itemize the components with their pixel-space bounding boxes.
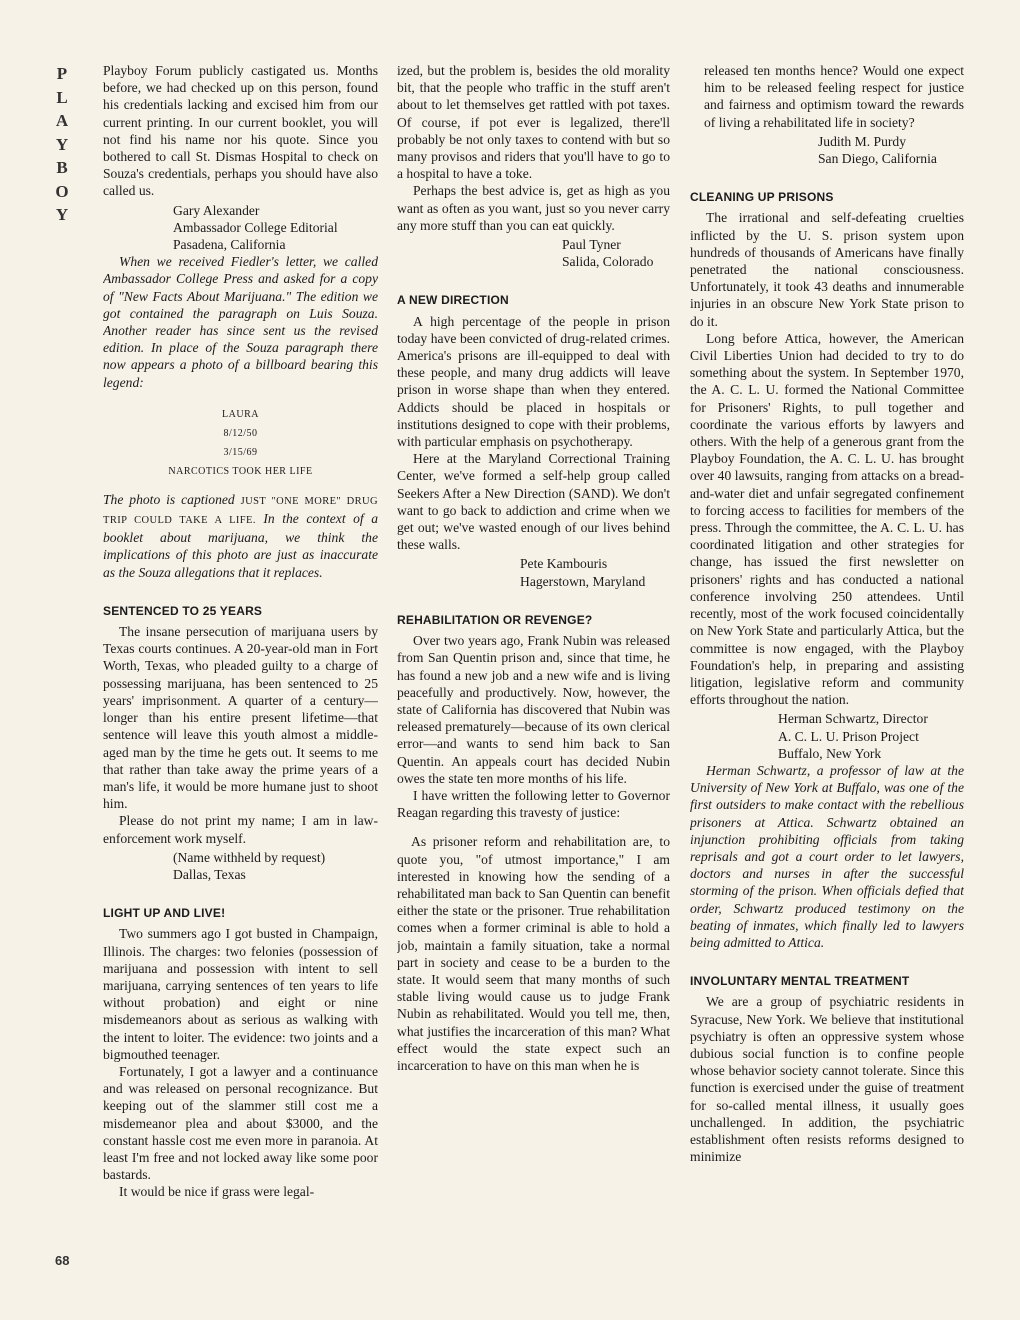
caption-smallcaps: JUST "ONE MORE" DRUG TRIP COULD TAKE A LIFE. <box>103 495 378 527</box>
signature-line: Pete Kambouris <box>520 556 608 572</box>
section-heading: LIGHT UP AND LIVE! <box>103 906 226 921</box>
paragraph: Perhaps the best advice is, get as high as you want as often as you want, just so you never carry any more stuff than you can eat quickly. <box>397 183 670 233</box>
signature-line: A. C. L. U. Prison Project <box>778 728 919 744</box>
paragraph: Two summers ago I got busted in Champaign, Illinois. The charges: two felonies (possession of marijuana and possession with intent to sell marijuana, carrying sentences of ten years to life without probation) and eight or nine misdemeanors about as serious as walking with the intent to loiter. The evidence: two joints and a bigmouthed teenager. <box>103 926 378 1062</box>
signature-block <box>397 555 670 589</box>
caption-text: The photo is captioned <box>103 491 241 507</box>
column-3 <box>690 62 964 1282</box>
signature-block <box>103 202 378 254</box>
paragraph: The insane persecution of marijuana users by Texas courts continues. A 20-year-old man in Fort Worth, Texas, who pleaded guilty to a charge of possessing marijuana, has been sentenced to 25 years' imprisonment. A quarter of a century—longer than his entire present lifetime—that sentence will leave this youth almost a middle-aged man by the time he gets out. It seems to me that rather than take away the prime years of a man's life, it would be more humane just to shoot him. <box>103 624 378 812</box>
signature-line: (Name withheld by request) <box>173 849 326 865</box>
signature-line: Ambassador College Editorial <box>173 219 338 235</box>
billboard-line: 8/12/50 <box>223 427 258 439</box>
signature-line: San Diego, California <box>818 151 937 167</box>
paragraph: Fortunately, I got a lawyer and a continuance and was released on personal recognizance. But keeping out of the slammer still cost me a misdemeanor plea and about $3000, and the constant hassle cost me even more in paranoia. At least I'm free and not locked away like some poor bastards. <box>103 1063 378 1183</box>
magazine-masthead <box>52 62 72 227</box>
paragraph: As prisoner reform and rehabilitation are, to quote you, "of utmost importance," I am interested in knowing how the sending of a rehabilitated man back to San Quentin can benefit either the state or the prisoner. True rehabilitation comes when a former criminal is able to hold a job, maintain a family situation, take a normal part in society and cease to be a burden to the state. It would seem that many months of such stable living would cause us to judge Frank Nubin as rehabilitated. Would you tell me, then, what justifies the incarceration of this man? What effect would the state expect such an incarceration to have on this man when he is <box>397 834 670 1073</box>
paragraph: Long before Attica, however, the American Civil Liberties Union had decided to try to do something about the system. In September 1970, the A. C. L. U. formed the National Committee for Prisoners' Rights, to pull together and coordinate the various efforts by lawyers and others. With the help of a generous grant from the Playboy Foundation, the A. C. L. U. has brought over 40 lawsuits, ranging from attacks on a bread-and-water diet and unfair segregated confinement to forcing access to facilities for members of the press. Through the committee, the A. C. L. U. has coordinated litigation and other strategies for change, has issued the first newsletter on prisoners' rights and has conducted a national conference involving 250 attendees. Until recently, most of the work focused coincidentally on New York State and particularly Attica, but the committee is now engaged, with the Playboy Foundation's help, in preparing and assisting litigation, legislative reform and community efforts throughout the nation. <box>690 330 964 708</box>
signature-block <box>397 236 670 270</box>
editor-note: Herman Schwartz, a professor of law at the University of New York at Buffalo, was one of the first outsiders to make contact with the rebellious prisoners at Attica. Schwartz obtained an injunction prohibiting officials from taking reprisals and got a court order to let lawyers, doctors and nurses in after the successful storming of the prison. When officials defied that order, Schwartz produced testimony on the beating of inmates, which finally led to lawyers being admitted to Attica. <box>690 762 964 950</box>
section-heading: INVOLUNTARY MENTAL TREATMENT <box>690 974 910 989</box>
signature-line: Salida, Colorado <box>562 254 654 270</box>
signature-line: Dallas, Texas <box>173 866 246 882</box>
signature-block <box>103 849 378 883</box>
page-number: 68 <box>55 1253 70 1268</box>
masthead-letter: B <box>56 158 68 177</box>
paragraph: A high percentage of the people in prison today have been convicted of drug-related crimes. America's prisons are ill-equipped to deal with these people, and many drug addicts will leave prison in worse shape than when they entered. Addicts should be placed in hospitals or institutions designed to cope with their problems, with particular emphasis on psychotherapy. <box>397 313 670 450</box>
signature-line: Paul Tyner <box>562 237 621 253</box>
signature-line: Judith M. Purdy <box>818 133 906 149</box>
paragraph: ized, but the problem is, besides the old morality bit, that the people who traffic in the stuff aren't about to let themselves get rattled with pot taxes. Of course, if pot ever is legalized, there'll probably be not only taxes to contend with but so many provisos and riders that you'll have to go to a hospital to have a toke. <box>397 63 670 182</box>
column-1 <box>103 62 378 1282</box>
section-heading: REHABILITATION OR REVENGE? <box>397 612 593 627</box>
masthead-letter: O <box>55 181 69 201</box>
paragraph: Playboy Forum publicly castigated us. Months before, we had checked up on this person, found his credentials lacking and excised him from our current printing. In our current booklet, you will not find his name nor his quote. Since you bothered to call St. Dismas Hospital to check on Souza's credentials, perhaps you should have also called us. <box>103 63 378 199</box>
signature-block <box>690 133 964 167</box>
billboard-legend <box>103 405 378 481</box>
signature-line: Herman Schwartz, Director <box>778 711 928 727</box>
signature-line: Pasadena, California <box>173 237 286 253</box>
signature-line: Gary Alexander <box>173 202 260 218</box>
signature-line: Hagerstown, Maryland <box>520 573 646 589</box>
masthead-letter: L <box>56 87 68 107</box>
paragraph: The irrational and self-defeating cruelties inflicted by the U. S. prison system upon hundreds of thousands of Americans have finally penetrated the national consciousness. Unfortunately, it took 43 deaths and innumerable injuries in an obscure New York State prison to do it. <box>690 210 964 329</box>
masthead-letter: Y <box>55 134 69 154</box>
column-2 <box>397 62 670 1282</box>
masthead-letter: P <box>56 64 68 83</box>
signature-block <box>690 710 964 762</box>
paragraph: released ten months hence? Would one expect him to be released feeling respect for justice and fairness and optimism toward the rewards of living a rehabilitated life in society? <box>704 63 964 130</box>
paragraph: Here at the Maryland Correctional Training Center, we've formed a self-help group called Seekers After a New Direction (SAND). We don't want to go back to addiction and crime when we get out; we've wasted enough of our lives behind these walls. <box>397 451 670 553</box>
paragraph: It would be nice if grass were legal- <box>119 1184 315 1200</box>
billboard-line: LAURA <box>222 408 259 420</box>
section-heading: SENTENCED TO 25 YEARS <box>103 603 263 618</box>
caption-text: In the context of a booklet about marijuana, we think the implications of this photo are just as inaccurate as the Souza allegations that it replaces. <box>103 511 378 580</box>
billboard-line: 3/15/69 <box>223 446 258 458</box>
signature-line: Buffalo, New York <box>778 745 882 761</box>
masthead-letter: Y <box>55 205 69 224</box>
editor-note: When we received Fiedler's letter, we called Ambassador College Press and asked for a copy of "New Facts About Marijuana." The edition we got contained the paragraph on Luis Souza. Another reader has since sent us the revised edition. In place of the Souza paragraph there now appears a photo of a billboard bearing this legend: <box>103 254 378 390</box>
section-heading: CLEANING UP PRISONS <box>690 190 834 205</box>
billboard-line: NARCOTICS TOOK HER LIFE <box>168 465 313 477</box>
quoted-letter <box>397 833 670 1074</box>
section-heading: A NEW DIRECTION <box>397 293 509 308</box>
masthead-letter: A <box>55 111 69 130</box>
paragraph: I have written the following letter to Governor Reagan regarding this travesty of justice: <box>397 787 670 821</box>
paragraph: Please do not print my name; I am in law-enforcement work myself. <box>103 813 378 846</box>
editor-caption <box>103 491 378 581</box>
paragraph: Over two years ago, Frank Nubin was released from San Quentin prison and, since that time, he has found a new job and a new wife and is living peacefully and productively. Now, however, the state of California has discovered that Nubin was released prematurely—because of its own clerical error—and wants to send him back to San Quentin. An appeals court has decided Nubin owes the state ten more months of his life. <box>397 633 670 786</box>
paragraph: We are a group of psychiatric residents in Syracuse, New York. We believe that institutional psychiatry is often an oppressive system whose dubious social function is to confine people whose behavior society cannot tolerate. Since this function is exercised under the guise of treatment for so-called mental illness, it usually goes unchallenged. In addition, the psychiatric establishment often resists reforms designed to minimize <box>690 994 964 1165</box>
